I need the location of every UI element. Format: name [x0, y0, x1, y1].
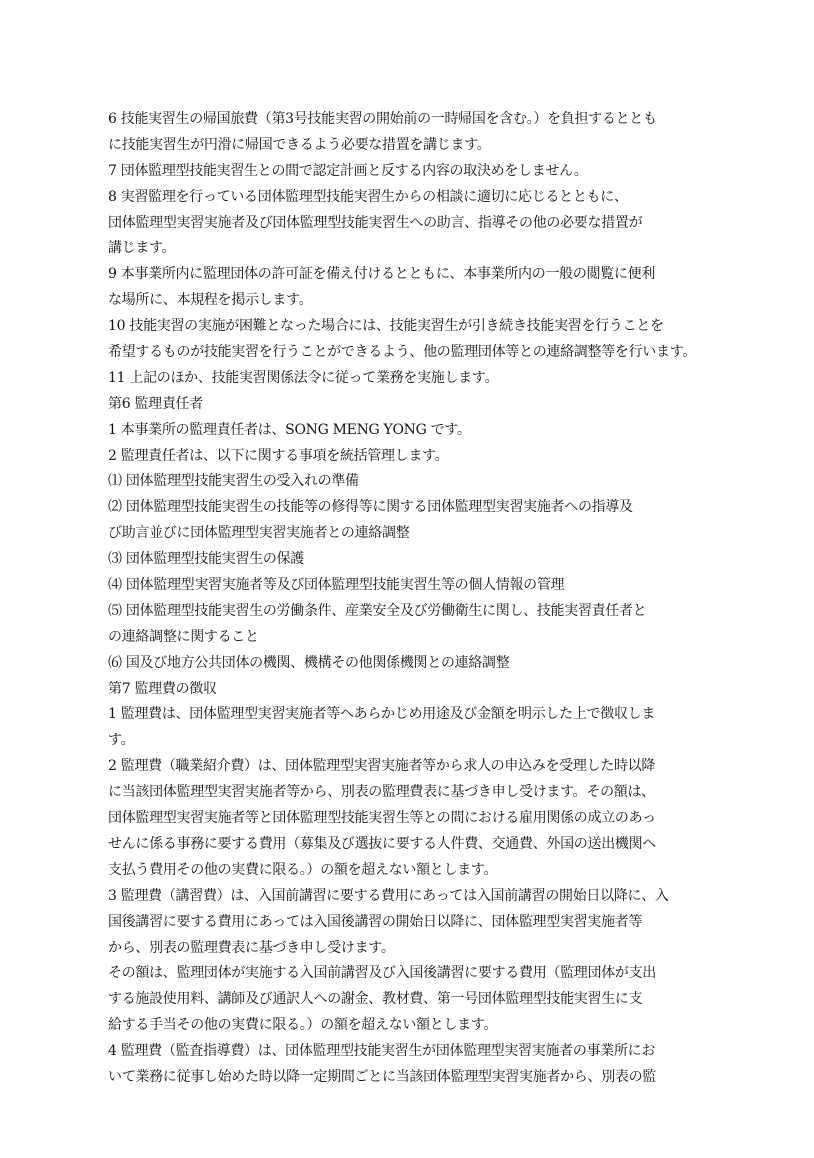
text-line: 国後講習に要する費用にあっては入国後講習の開始日以降に、団体監理型実習実施者等	[108, 913, 643, 930]
text-line: 給する手当その他の実費に限る。）の額を超えない額とします。	[108, 1017, 498, 1034]
text-line: の連絡調整に関すること	[108, 628, 259, 645]
text-line: び助言並びに団体監理型実習実施者との連絡調整	[108, 525, 410, 542]
text-line: に技能実習生が円滑に帰国できるよう必要な措置を講じます。	[108, 136, 491, 153]
text-line: 希望するものが技能実習を行うことができるよう、他の監理団体等との連絡調整等を行います。	[108, 344, 696, 361]
list-item: ⑶ 団体監理型技能実習生の保護	[108, 551, 304, 568]
text-line: 3 監理費（講習費）は、入国前講習に要する費用にあっては入国前講習の開始日以降に、入	[108, 887, 669, 904]
text-line: 1 本事業所の監理責任者は、SONG MENG YONG です。	[108, 421, 471, 438]
text-line: 団体監理型実習実施者等と団体監理型技能実習生等との間における雇用関係の成立のあっ	[108, 810, 656, 827]
text-line: す。	[108, 732, 135, 749]
text-line: 8 実習監理を行っている団体監理型技能実習生からの相談に適切に応じるとともに、	[108, 188, 628, 205]
list-item: ⑷ 団体監理型実習実施者等及び団体監理型技能実習生等の個人情報の管理	[108, 577, 565, 594]
text-line: 4 監理費（監査指導費）は、団体監理型技能実習生が団体監理型実習実施者の事業所にお	[108, 1043, 656, 1060]
list-item: ⑵ 団体監理型技能実習生の技能等の修得等に関する団体監理型実習実施者への指導及	[108, 499, 633, 516]
text-line: 講じます。	[108, 240, 176, 257]
text-line: する施設使用料、講師及び通訳人への謝金、教材費、第一号団体監理型技能実習生に支	[108, 991, 643, 1008]
section-heading: 第7 監理費の徴収	[108, 680, 217, 697]
text-line: その額は、監理団体が実施する入国前講習及び入国後講習に要する費用（監理団体が支出	[108, 965, 656, 982]
text-line: 支払う費用その他の実費に限る。）の額を超えない額とします。	[108, 861, 498, 878]
text-line: 2 監理費（職業紹介費）は、団体監理型実習実施者等から求人の申込みを受理した時以降	[108, 758, 656, 775]
text-line: 9 本事業所内に監理団体の許可証を備え付けるとともに、本事業所内の一般の閲覧に便利	[108, 266, 656, 283]
text-line: 6 技能実習生の帰国旅費（第3号技能実習の開始前の一時帰国を含む。）を負担するととも	[108, 111, 657, 127]
text-line: いて業務に従事し始めた時以降一定期間ごとに当該団体監理型実習実施者から、別表の監	[108, 1068, 656, 1085]
list-item: ⑹ 国及び地方公共団体の機関、機構その他関係機関との連絡調整	[108, 654, 510, 671]
list-item: ⑴ 団体監理型技能実習生の受入れの準備	[108, 473, 359, 490]
text-line: 11 上記のほか、技能実習関係法令に従って業務を実施します。	[108, 369, 499, 386]
text-line: 1 監理費は、団体監理型実習実施者等へあらかじめ用途及び金額を明示した上で徴収しま	[108, 706, 656, 723]
text-line: に当該団体監理型実習実施者等から、別表の監理費表に基づき申し受けます。その額は、	[108, 784, 655, 801]
text-line: せんに係る事務に要する費用（募集及び選抜に要する人件費、交通費、外国の送出機関へ	[108, 835, 656, 852]
text-line: 7 団体監理型技能実習生との間で認定計画と反する内容の取決めをしません。	[108, 162, 588, 179]
text-line: 団体監理型実習実施者及び団体監理型技能実習生への助言、指導その他の必要な措置が	[108, 214, 643, 231]
section-heading: 第6 監理責任者	[108, 395, 203, 412]
text-line: から、別表の監理費表に基づき申し受けます。	[108, 939, 395, 956]
text-line: 2 監理責任者は、以下に関する事項を統括管理します。	[108, 447, 449, 464]
text-line: 10 技能実習の実施が困難となった場合には、技能実習生が引き続き技能実習を行うことを	[108, 318, 664, 335]
text-line: な場所に、本規程を掲示します。	[108, 292, 313, 309]
list-item: ⑸ 団体監理型技能実習生の労働条件、産業安全及び労働衛生に関し、技能実習責任者と	[108, 602, 647, 619]
